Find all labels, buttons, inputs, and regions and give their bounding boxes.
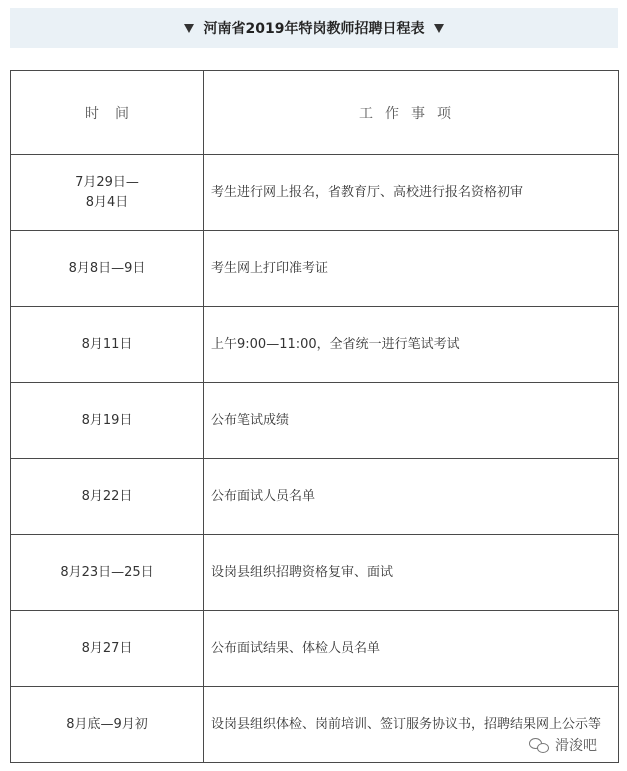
row-time: 8月11日 [11,307,204,383]
watermark-text: 滑浚吧 [555,738,597,754]
wechat-icon [529,738,549,752]
triangle-down-icon [184,24,194,33]
table-row [11,611,619,687]
row-time-line-2: 8月4日 [85,194,129,210]
header-item: 工作事项 [204,71,619,155]
row-time: 8月19日 [11,383,204,459]
row-time: 8月底—9月初 [11,687,204,763]
table-row [11,459,619,535]
table-row [11,535,619,611]
row-item: 公布笔试成绩 [204,383,619,459]
row-item: 公布面试人员名单 [204,459,619,535]
row-item: 考生进行网上报名，省教育厅、高校进行报名资格初审 [204,155,619,231]
header-time: 时间 [11,71,204,155]
schedule-title-banner [10,8,618,48]
table-row [11,383,619,459]
row-time: 8月22日 [11,459,204,535]
row-item: 上午9:00—11:00，全省统一进行笔试考试 [204,307,619,383]
table-row [11,155,619,231]
row-item: 设岗县组织体检、岗前培训、签订服务协议书，招聘结果网上公示等 [204,687,619,763]
schedule-table [10,70,619,763]
triangle-down-icon [434,24,444,33]
row-item: 公布面试结果、体检人员名单 [204,611,619,687]
row-time: 8月27日 [11,611,204,687]
row-time: 8月8日—9日 [11,231,204,307]
row-time: 8月23日—25日 [11,535,204,611]
table-header-row [11,71,619,155]
row-item: 考生网上打印准考证 [204,231,619,307]
watermark [525,735,601,755]
row-item: 设岗县组织招聘资格复审、面试 [204,535,619,611]
row-time [11,155,204,231]
schedule-title: 河南省2019年特岗教师招聘日程表 [203,21,425,37]
table-row [11,231,619,307]
row-time-line-1: 7月29日— [75,174,139,190]
table-row [11,307,619,383]
schedule-body [11,155,619,763]
